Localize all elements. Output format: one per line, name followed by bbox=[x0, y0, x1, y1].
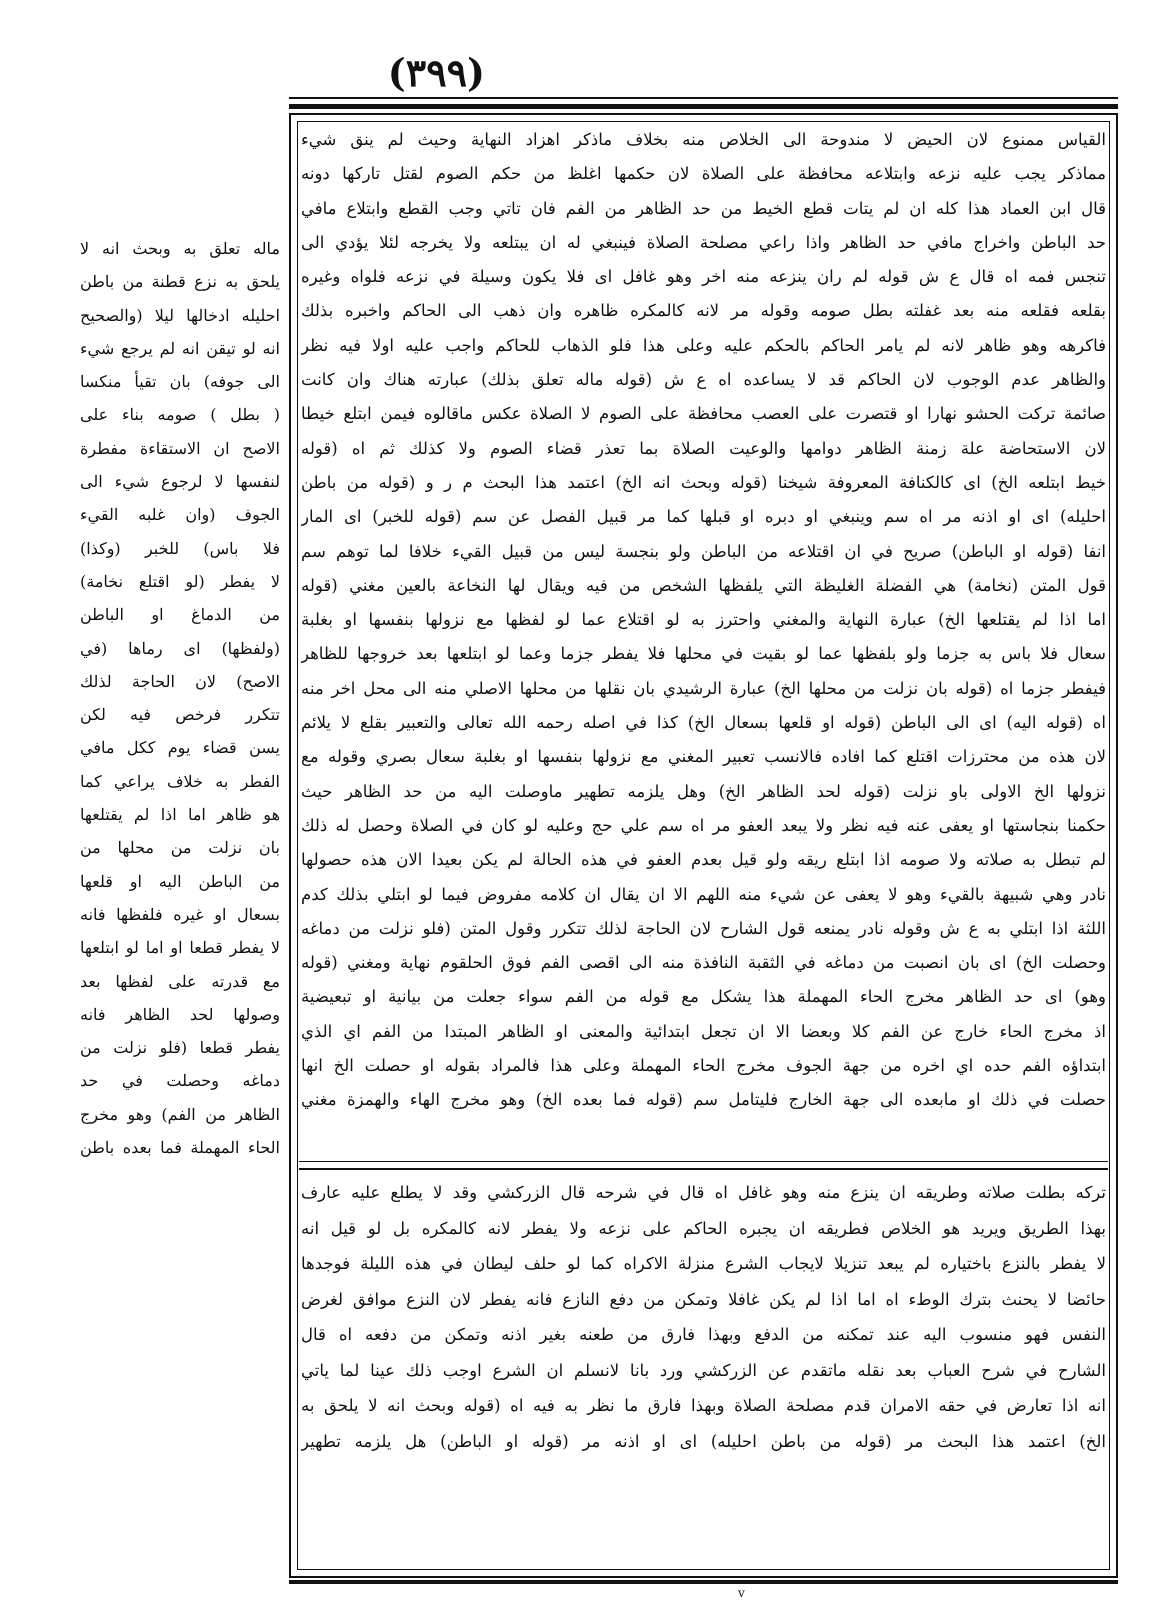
margin-line: بان نزلت من محلها من bbox=[80, 838, 280, 858]
margin-line: يلحق به نزع قطنة من باطن bbox=[80, 272, 280, 292]
margin-line: يسن قضاء يوم ككل مافي bbox=[80, 738, 280, 758]
margin-line: يفطر قطعا (فلو نزلت من bbox=[80, 1038, 280, 1058]
margin-line: هو ظاهر اما اذا لم يقتلعها bbox=[80, 805, 280, 825]
commentary-line: فيفطر جزما اه (قوله بان نزلت من محلها الخ) عبارة الرشيدي بان نقلها من محلها الاصلي منه الى محل اخر منه bbox=[301, 678, 1106, 698]
commentary-frame bbox=[289, 113, 1118, 1578]
commentary-line: سعال فلا باس به جزما ولو بلفظها عما لو بقيت في محلها فلا يفطر جزما وعما لو ابتلعها بعد خروجها للظاهر bbox=[301, 644, 1106, 664]
commentary-line: القياس ممنوع لان الحيض لا مندوحة الى الخلاص منه بخلاف ماذكر اهزاد النهاية وحيث لم ينق شيء bbox=[301, 130, 1106, 149]
commentary-line: اذ مخرج الحاء خارج عن الفم كلا وبعضا الا ان تجعل ابتدائية والمعنى او الظاهر المبتدا من الفم اي الذي bbox=[301, 1021, 1106, 1041]
commentary-line: لان الاستحاضة علة زمنة الظاهر دوامها والوعيت الصلاة بما تعذر قضاء الصوم ولا كذلك ثم اه (قوله bbox=[301, 438, 1106, 458]
margin-line: دماغه وحصلت في حد bbox=[80, 1071, 280, 1091]
margin-line: فلا باس) للخبر (وكذا) bbox=[80, 538, 280, 558]
commentary-line: صائمة تركت الحشو نهارا او قتصرت على العصب محافظة على الصوم لا الصلاة عكس ماقالوه فيمن ابتلع خيطا bbox=[301, 404, 1106, 424]
commentary-line: الخ) اعتمد هذا البحث مر (قوله من باطن احليله) اى او اذنه مر (قوله او الباطن) هل يلزمه تطهير bbox=[301, 1431, 1106, 1451]
footer-mark: v bbox=[738, 1586, 745, 1600]
margin-line: الاصح) لان الحاجة لذلك bbox=[80, 671, 280, 691]
commentary-line: تركه بطلت صلاته وطريقه ان ينزع منه وهو غافل اه قال في شرحه قال الزركشي وقد لا يطلع عليه عارف bbox=[301, 1183, 1106, 1202]
commentary-line: حصلت في ذلك او مابعده الى جهة الخارج فليتامل سم (قوله فما بعده الخ) وهو مخرج الهاء والهمزة مغني bbox=[301, 1090, 1106, 1110]
commentary-line: قال ابن العماد هذا كله ان لم يتات قطع الخيط من حد الظاهر من الفم فان تاتي وجب القطع وابتلاع مافي bbox=[301, 198, 1106, 218]
commentary-line: انفا (قوله او الباطن) صريح في ان اقتلاعه من الباطن ولو بنجسة ليس من قبيل القيء خلافا لما توهم سم bbox=[301, 541, 1106, 561]
margin-line: ( بطل ) صومه بناء على bbox=[80, 405, 280, 425]
commentary-bottom-section bbox=[301, 1175, 1106, 1567]
commentary-line: لان هذه من محترزات اقتلع كما افاده فالانسب تعبير المغني مع نزولها بنفسها او بغلبة سعال بصري وقوله مع bbox=[301, 747, 1106, 767]
margin-line: الاصح ان الاستقاءة مفطرة bbox=[80, 438, 280, 458]
top-rule-thick bbox=[289, 104, 1118, 109]
margin-line: (ولفظها) اى رماها (في bbox=[80, 638, 280, 658]
commentary-line: ابتداؤه الفم حده اي اخره من جهة الجوف مخرج الحاء المهملة وعلى هذا فالمراد بقوله او حصلت الخ انها bbox=[301, 1056, 1106, 1076]
commentary-line: بهذا الطريق ويريد هو الخلاص فطريقه ان يجبره الحاكم على نزعه ولا يفطر لانه كالمكره بل لو قيل انه bbox=[301, 1218, 1106, 1238]
commentary-line: تنجس فمه اه قال ع ش قوله لم ران ينزعه منه اخر وهو غافل اى فلا يكون وسيلة في نزعه فلواه وغيره bbox=[301, 267, 1106, 287]
margin-line: مع قدرته على لفظها بعد bbox=[80, 971, 280, 991]
commentary-line: وحصلت الخ) اى بان انصبت من دماغه في الثقبة النافذة منه الى اقصى الفم فوق الحلقوم نهاية ومغني (قوله bbox=[301, 953, 1106, 973]
page-number: (٣٩٩) bbox=[387, 50, 485, 95]
margin-line: لا يفطر (لو اقتلع نخامة) bbox=[80, 571, 280, 591]
commentary-line: بقلعه فقلعه منه بعد غفلته بطل صومه وقوله مر لانه كالمكره ظاهره وان ذهب الى الحاكم واخبره بذلك bbox=[301, 301, 1106, 321]
commentary-line: حائضا لا يحنث بترك الوطء اه اما اذا لم يكن غافلا وتمكن من دفع النازع فانه يفطر لان النزع موافق لغرض bbox=[301, 1289, 1106, 1309]
commentary-line: الشارح في شرح العباب بعد نقله ماتقدم عن الزركشي ورد بانا لانسلم ان الشرع اوجب ذلك عينا لما ياتي bbox=[301, 1360, 1106, 1380]
commentary-line: اه (قوله اليه) اى الى الباطن (قوله او قلعها بسعال الخ) كذا في اصله رحمه الله تعالى والتعبير بقلع لا يلائم bbox=[301, 713, 1106, 733]
margin-line: من الباطن اليه او قلعها bbox=[80, 871, 280, 891]
commentary-line: احليله) اى او اذنه مر اه سم وينبغي او دبره او قبلها كما مر قبيل الفصل عن سم (قوله للخبر) اى المار bbox=[301, 507, 1106, 527]
commentary-line: والظاهر عدم الوجوب لان الحاكم قد لا يساعده اه ع ش (قوله ماله تعلق بذلك) عبارته هناك وان كانت bbox=[301, 370, 1106, 390]
commentary-line: حد الباطن واخراج مافي حد الظاهر واذا راعي مصلحة الصلاة فينبغي له ان يبتلعه ولا يخرجه لئلا يؤدي الى bbox=[301, 232, 1106, 252]
commentary-line: حكمنا بنجاستها او يعفى عنه فيه نظر ولا يبعد العفو مر اه سم علي حج وعليه لو كان في الصلاة وحصل له ذلك bbox=[301, 815, 1106, 835]
margin-line: الفطر به خلاف يراعي كما bbox=[80, 771, 280, 791]
margin-line: الجوف (وان غلبه القيء bbox=[80, 505, 280, 525]
margin-line: ماله تعلق به وبحث انه لا bbox=[80, 239, 280, 258]
commentary-line: فاكرهه وهو ظاهر لانه لم يامر الحاكم بالحكم عليه وعلى هذا فلو الذهاب للحاكم واجب عليه اولا فيه نظر bbox=[301, 335, 1106, 355]
commentary-line: اما اذا لم يقتلعها الخ) عبارة النهاية والمغني واحترز به لو اقتلاع عما لو لفظها مع نزولها بنفسها او بغلبة bbox=[301, 610, 1106, 630]
commentary-top-section bbox=[301, 123, 1106, 1153]
margin-line: الى جوفه) بان تقيأ منكسا bbox=[80, 372, 280, 392]
commentary-line: مماذكر يجب عليه نزعه وابتلاعه محافظة على الصلاة لان حكمها اغلظ من حكم الصوم لقتل تاركها دونه bbox=[301, 164, 1106, 184]
margin-line: الحاء المهملة فما بعده باطن bbox=[80, 1138, 280, 1158]
margin-line: لا يفطر قطعا او اما لو ابتلعها bbox=[80, 938, 280, 958]
margin-line: انه لو تيقن انه لم يرجع شيء bbox=[80, 338, 280, 358]
commentary-line: قول المتن (نخامة) هي الفضلة الغليظة التي يلفظها الشخص من فيه ويقال لها النخاعة بالعين مغني (قوله bbox=[301, 575, 1106, 595]
margin-line: من الدماغ او الباطن bbox=[80, 605, 280, 625]
margin-line: تتكرر فرخص فيه لكن bbox=[80, 705, 280, 725]
bottom-rule-thick bbox=[289, 1580, 1118, 1584]
commentary-line: النفس فهو منسوب اليه عند تمكنه من الدفع وبهذا فارق من طعنه بغير اذنه وتمكن من دفعه اه قال bbox=[301, 1325, 1106, 1344]
margin-line: الظاهر من الفم) وهو مخرج bbox=[80, 1104, 280, 1124]
top-rule-thin bbox=[289, 97, 1118, 99]
commentary-line: لا يفطر بالنزع باختياره لم يبعد تنزيلا لايجاب الشرع منزلة الاكراه كما لو حلف ليطان في هذه الليلة فوجدها bbox=[301, 1254, 1106, 1273]
commentary-line: اللثة اذا ابتلي به ع ش وقوله نادر يمنعه قول الشارح لان الحاجة لذلك تتكرر وقول المتن (فلو نزلت من دماغه bbox=[301, 918, 1106, 938]
margin-line: لنفسها لا لرجوع شيء الى bbox=[80, 472, 280, 492]
margin-line: بسعال او غيره فلفظها فانه bbox=[80, 904, 280, 924]
commentary-line: لم تبطل به صلاته ولا صومه اذا ابتلع ريقه ولو قيل بعدم العفو في هذه الحالة لم يكن بعيدا الان هذه حصولها bbox=[301, 850, 1106, 870]
section-divider bbox=[299, 1161, 1108, 1170]
margin-line: وصولها لحد الظاهر فانه bbox=[80, 1004, 280, 1024]
commentary-line: وهو) اى حد الظاهر مخرج الحاء المهملة هذا يشكل مع قوله من الفم سواء جعلت من بيانية او تبعيضية bbox=[301, 987, 1106, 1007]
margin-text-column bbox=[80, 232, 280, 1164]
commentary-line: نزولها الخ الاولى باو نزلت (قوله لحد الظاهر الخ) وهل يلزمه تطهير ماوصلت اليه من حد الظاهر حيث bbox=[301, 781, 1106, 801]
margin-line: احليله ادخالها ليلا (والصحيح bbox=[80, 305, 280, 325]
commentary-line: انه اذا تعارض في حقه الامران قدم مصلحة الصلاة وبهذا فارق ما نظر به فيه اه (قوله وبحث انه لا يلحق به bbox=[301, 1396, 1106, 1415]
commentary-line: خيط ابتلعه الخ) اى كالكنافة المعروفة شيخنا (قوله وبحث انه الخ) اعتمد هذا البحث م ر و (قوله من باطن bbox=[301, 472, 1106, 492]
commentary-line: نادر وهي شبيهة بالقيء وهو لا يعفى عن شيء منه اللهم الا ان يقال ان كلامه مفروض فيما لو ابتلي بذلك كدم bbox=[301, 884, 1106, 904]
